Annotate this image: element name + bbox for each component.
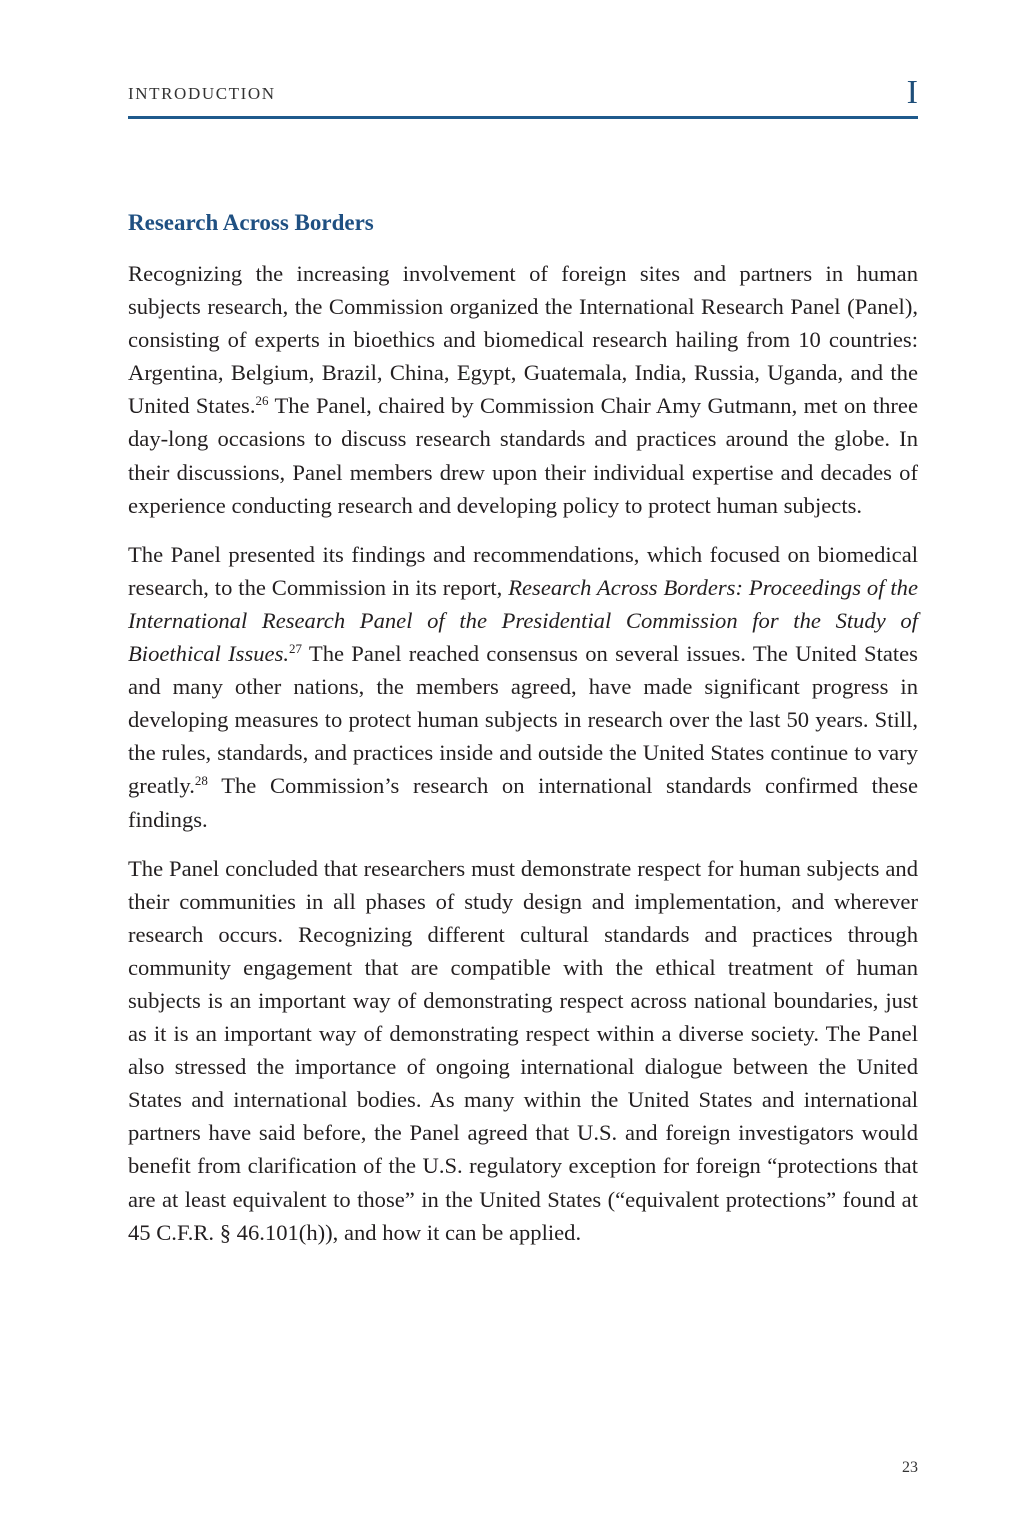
paragraph-text: The Panel, chaired by Commission Chair Amy Gutmann, met on three day-long occasions to discuss research standards and practices around the globe. In their discussions, Panel members drew upon their individual expertise and decades of experience conducting research and developing policy to protect human subjects. (128, 393, 918, 518)
paragraph-2 (128, 538, 918, 836)
paragraph-text: The Panel presented its findings and recommendations, which focused on biomedical research, to the Commission in its report, (128, 541, 918, 600)
section-label: INTRODUCTION (128, 84, 276, 103)
footnote-ref-28[interactable]: 28 (194, 773, 208, 789)
paragraph-1 (128, 257, 918, 522)
running-header (128, 76, 918, 116)
chapter-numeral: I (906, 74, 918, 111)
paragraph-3: The Panel concluded that researchers must demonstrate respect for human subjects and their communities in all phases of study design and implementation, and wherever research occurs. Recognizing different cultural standards and practices through community engagement that are compatible with the ethical treatment of human subjects is an important way of demonstrating respect across national boundaries, just as it is an important way of demonstrating respect within a diverse society. The Panel also stressed the importance of ongoing international dialogue between the United States and international bodies. As many within the United States and international partners have said before, the Panel agreed that U.S. and foreign investigators would benefit from clarification of the U.S. regulatory exception for foreign “protections that are at least equivalent to those” in the United States (“equivalent protections” found at 45 C.F.R. § 46.101(h)), and how it can be applied. (128, 855, 918, 1245)
report-title: Research Across Borders: Proceedings of the International Research Panel of the Presidential Commission for the Study of Bioethical Issues. (128, 574, 918, 667)
section-heading: Research Across Borders (128, 210, 374, 235)
footnote-ref-26[interactable]: 26 (255, 393, 269, 409)
paragraph-text: Recognizing the increasing involvement of foreign sites and partners in human subjects research, the Commission organized the International Research Panel (Panel), consisting of experts in bioethics and biomedical research hailing from 10 countries: Argentina, Belgium, Brazil, China, Egypt, Guatemala, India, Russia, Uganda, and the United States. (128, 261, 918, 419)
footnote-ref-27[interactable]: 27 (289, 641, 303, 657)
page-number: 23 (902, 1459, 918, 1476)
paragraph-text: The Panel reached consensus on several issues. The United States and many other nations, the members agreed, have made significant progress in developing measures to protect human subjects in research over the last 50 years. Still, the rules, standards, and practices inside and outside the United States continue to vary greatly. (128, 641, 918, 799)
page-body (128, 205, 918, 1265)
header-divider (128, 116, 918, 119)
paragraph-text: The Commission’s research on international standards confirmed these findings. (128, 773, 918, 832)
